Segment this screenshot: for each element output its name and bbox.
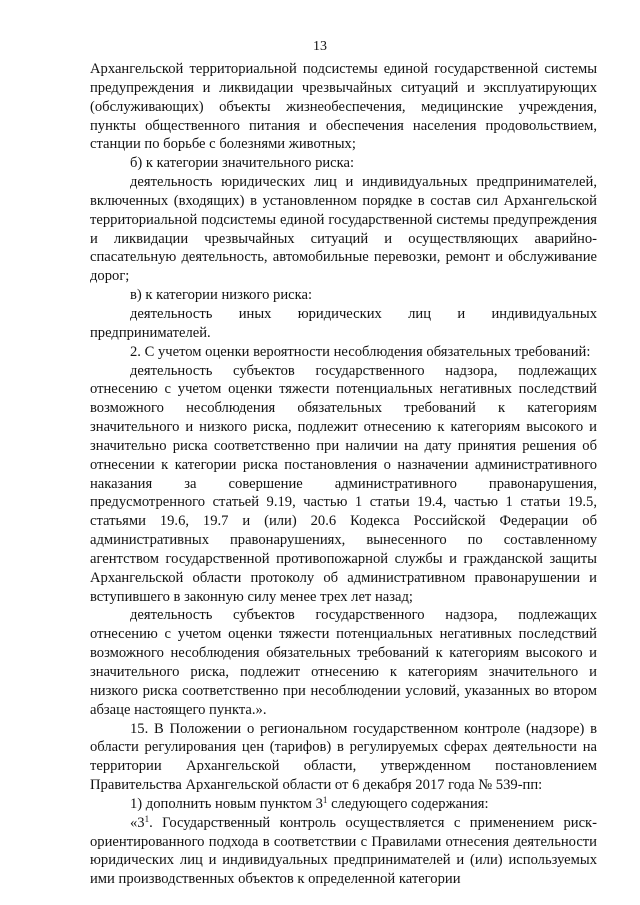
paragraph: деятельность субъектов государственного надзора, подлежащих отнесению с учетом оценки тяжести потенциальных негативных последствий возможного несоблюдения обязательных требований к категориям значительного и низкого риска, подлежит отнесению к категориям высокого и значительно риска соответственно при наличии на дату принятия решения об отнесении к категории риска постановления о назначении административного наказания за совершение административного правонарушения, предусмотренного статьей 9.19, частью 1 статьи 19.4, частью 1 статьи 19.5, статьями 19.6, 19.7 и (или) 20.6 Кодекса Российской Федерации об административных правонарушениях, вынесенного по составленному агентством государственной противопожарной службы и гражданской защиты Архангельской области протоколу об административном правонарушении и вступившего в законную силу менее трех лет назад; [90,362,597,605]
list-item-1 [90,795,597,814]
page-number: 13 [313,39,327,54]
document-body [90,60,597,889]
paragraph-3-1-start: «3 [130,814,145,831]
paragraph: в) к категории низкого риска: [130,287,313,304]
paragraph: деятельность юридических лиц и индивидуальных предпринимателей, включенных (входящих) в установленном порядке в состав сил Архангельской территориальной подсистемы единой государственной системы предупреждения и ликвидации чрезвычайных ситуаций и осуществляющих аварийно-спасательную деятельность, автомобильные перевозки, ремонт и обслуживание дорог; [90,174,597,285]
paragraph: 2. С учетом оценки вероятности несоблюдения обязательных требований: [130,343,591,360]
superscript: 1 [322,794,328,805]
item-1-text: 1) дополнить новым пунктом 3 [130,795,323,812]
paragraph: б) к категории значительного риска: [130,155,355,172]
paragraph: 15. В Положении о региональном государственном контроле (надзоре) в области регулирования цен (тарифов) в регулируемых сферах деятельности на территории Архангельской области, утвержденном постановлением Правительства Архангельской области от 6 декабря 2017 года № 539-пп: [90,720,597,794]
superscript: 1 [144,813,150,824]
paragraph-3-1 [90,814,597,889]
item-1-text-end: следующего содержания: [327,795,489,812]
paragraph: деятельность иных юридических лиц и индивидуальных предпринимателей. [90,305,597,341]
paragraph: Архангельской территориальной подсистемы единой государственной системы предупреждения и ликвидации чрезвычайных ситуаций и эксплуатирующих (обслуживающих) объекты жизнеобеспечения, медицинские учреждения, пункты общественного питания и обеспечения населения продовольствием, станции по борьбе с болезнями животных; [90,61,597,153]
paragraph-3-1-text: . Государственный контроль осуществляется с применением риск-ориентированного подхода в соответствии с Правилами отнесения деятельности юридических лиц и индивидуальных предпринимателей и (или) используемых ими производственных объектов к определенной категории [90,814,597,888]
paragraph: деятельность субъектов государственного надзора, подлежащих отнесению с учетом оценки тяжести потенциальных негативных последствий возможного несоблюдения обязательных требований к категориям высокого и значительного риска, подлежит отнесению к категориям значительного и низкого риска соответственно при несоблюдении условий, указанных во втором абзаце настоящего пункта.». [90,607,597,718]
